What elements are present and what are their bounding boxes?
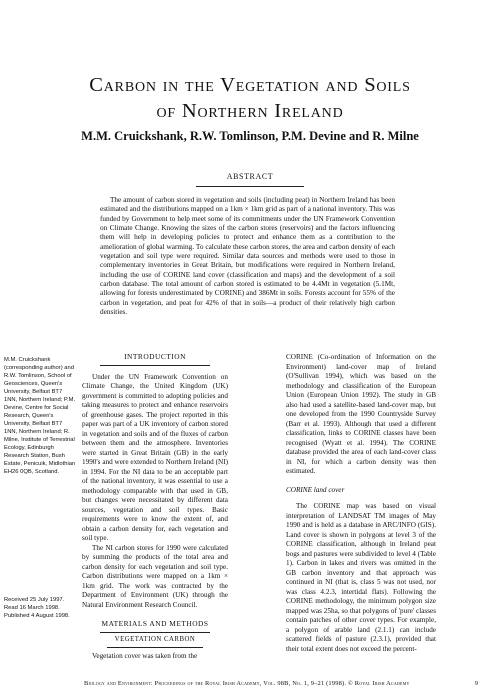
abstract-heading: ABSTRACT xyxy=(226,172,274,181)
corine-land-cover-heading: CORINE land cover xyxy=(286,485,345,494)
publication-dates: Received 25 July 1997. Read 16 March 1998. Published 4 August 1998. xyxy=(4,597,70,619)
journal-citation: Biology and Environment: Proceedings of the Royal Irish Academy, Vol. 98B, No. 1, 9–21 (1998). © Royal Irish Academy xyxy=(84,680,410,687)
abstract-text: The amount of carbon stored in vegetation and soils (including peat) in Northern Ireland has been estimated and the distributions mapped on a 1km × 1km grid as part of a national inventory. This was funded by Government to help meet some of its commitments under the UN Framework Convention on Climate Change. Knowing the sizes of the carbon stores (reservoirs) and the factors influencing them will help in developing policies to protect and enhance them as a contribution to the amelioration of global warming. To calculate these carbon stores, the area and carbon density of each vegetation and soil type were required. Similar data sources and methods were used to those in complementary inventories in Great Britain, but modifications were required in Northern Ireland, including the use of CORINE land cover (classification and maps) and the development of a soil carbon database. The total amount of carbon stored is estimated to be 4.4Mt in vegetation (5.1Mt, allowing for forests underestimated by CORINE) and 386Mt in soils. Forests account for 55% of the carbon in vegetation, and peat for 42% of that in soils—a product of their relatively high carbon densities. xyxy=(100,196,395,317)
corine-paragraph: CORINE (Co-ordination of Information on the Environment) land-cover map of Ireland (O'Sullivan 1994), which was based on the methodology and classification of the European Union (European Union 1992). The study in GB also had used a satellite-based land-cover map, but one developed from the 1990 Countryside Survey (Barr et al. 1993). Although that used a different classification, links to CORINE classes have been recognised (Wyatt et al. 1994). The CORINE database provided the area of each land-cover class in NI, for which a carbon density was then estimated. xyxy=(286,353,436,475)
abstract-rule xyxy=(196,186,304,187)
land-cover-paragraph: The CORINE map was based on visual interpretation of LANDSAT TM images of May 1990 and is held as a database in ARC/INFO (GIS). Land cover is shown in polygons at level 3 of the CORINE classification, although in Ireland peat bogs and pastures were subdivided to level 4 (Table 1). Carbon in lakes and rivers was omitted in the GB carbon inventory and that approach was continued in NI (that is, class 5 was not used, nor was class 4.2.3, intertidal flats). Following the CORINE methodology, the minimum polygon size mapped was 25ha, so that polygons of 'pure' classes contain patches of other cover types. For example, a polygon of arable land (2.1.1) can include scattered fields of pasture (2.3.1), provided that their total extent does not exceed the percent- xyxy=(286,502,436,653)
introduction-heading: INTRODUCTION xyxy=(124,352,186,361)
left-column xyxy=(82,352,228,662)
introduction-rule xyxy=(100,365,210,366)
title-line-1: Carbon in the Vegetation and Soils xyxy=(89,74,411,96)
page-number: 9 xyxy=(474,680,478,687)
title-line-2: of Northern Ireland xyxy=(156,100,344,122)
intro-paragraph-2: The NI carbon stores for 1990 were calculated by summing the products of the total area and carbon density for each vegetation and soil type. Carbon distributions were mapped on a 1km × 1km grid. The work was contracted by the Department of Environment (UK) through the Natural Environment Research Council. xyxy=(82,543,228,609)
vegetation-paragraph: Vegetation cover was taken from the xyxy=(92,652,198,660)
methods-rule xyxy=(100,632,210,633)
author-affiliations: M.M. Cruickshank (corresponding author) and R.W. Tomlinson, School of Geosciences, Queen's University, Belfast BT7 1NN, Northern Ireland; P.M. Devine, Centre for Social Research, Queen's University, Belfast BT7 1NN, Northern Ireland; R. Milne, Institute of Terrestrial Ecology, Edinburgh Research Station, Bush Estate, Penicuik, Midlothian EH26 0QB, Scotland. xyxy=(4,357,76,475)
vegetation-rule xyxy=(107,647,203,648)
article-title xyxy=(40,72,460,124)
vegetation-carbon-heading: VEGETATION CARBON xyxy=(114,635,196,643)
right-column xyxy=(286,353,436,654)
intro-paragraph: Under the UN Framework Convention on Climate Change, the United Kingdom (UK) government is committed to adopting policies and taking measures to protect and enhance reservoirs of greenhouse gases. The project reported in this paper was part of a UK inventory of carbon stored in vegetation and soils and of the fluxes of carbon between them and the atmosphere. Inventories were started in Great Britain (GB) in the early 1990's and were extended to Northern Ireland (NI) in 1994. For the NI data to be an acceptable part of the national inventory, it was essential to use a methodology comparable with that used in GB, but changes were necessitated by different data sources, vegetation and soil types. Basic requirements were to know the extent of, and obtain a carbon density for, each vegetation and soil type. xyxy=(82,372,228,542)
methods-heading: MATERIALS AND METHODS xyxy=(101,619,209,628)
author-list: M.M. Cruickshank, R.W. Tomlinson, P.M. Devine and R. Milne xyxy=(81,129,419,143)
